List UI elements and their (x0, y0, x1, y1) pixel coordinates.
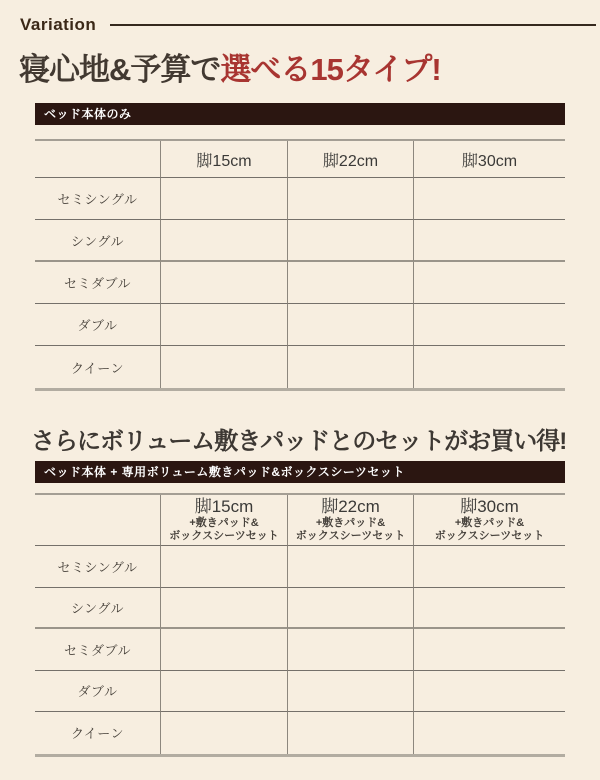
price-cell (287, 629, 413, 671)
row-label-semi-double: セミダブル (35, 262, 160, 304)
price-cell (287, 588, 413, 630)
bed-only-section-bar: ベッド本体のみ (35, 103, 565, 125)
row-label-semi-single: セミシングル (35, 546, 160, 588)
price-cell (287, 220, 413, 262)
price-cell (287, 304, 413, 346)
bed-only-price-table (35, 139, 565, 391)
price-cell (287, 346, 413, 388)
price-cell (413, 629, 565, 671)
price-cell (413, 262, 565, 304)
price-cell (160, 588, 287, 630)
row-label-single: シングル (35, 220, 160, 262)
price-cell (413, 671, 565, 713)
price-cell (287, 546, 413, 588)
price-cell (160, 346, 287, 388)
col-header-leg30: 脚30cm (413, 141, 565, 178)
row-label-semi-double: セミダブル (35, 629, 160, 671)
set-section-title: さらにボリューム敷きパッドとのセットがお買い得! (31, 428, 567, 455)
price-cell (413, 220, 565, 262)
col-header-leg15-set: 脚15cm +敷きパッド& ボックスシーツセット (160, 495, 287, 546)
variation-heading-row (20, 15, 596, 35)
col-header-leg22: 脚22cm (287, 141, 413, 178)
col-header-leg15: 脚15cm (160, 141, 287, 178)
heading-rule (110, 24, 596, 26)
row-label-double: ダブル (35, 304, 160, 346)
price-cell (287, 178, 413, 220)
price-cell (287, 671, 413, 713)
row-label-queen: クイーン (70, 726, 125, 742)
corner-cell (35, 141, 160, 178)
page-title-dark-part: 寝心地&予算で (19, 52, 221, 87)
row-label-single: シングル (35, 588, 160, 630)
set-section-bar: ベッド本体 + 専用ボリューム敷きパッド&ボックスシーツセット (35, 461, 565, 483)
price-cell (413, 304, 565, 346)
col-header-leg22-set: 脚22cm +敷きパッド& ボックスシーツセット (287, 495, 413, 546)
price-cell (413, 546, 565, 588)
price-cell (413, 178, 565, 220)
price-cell (287, 712, 413, 754)
price-cell (413, 346, 565, 388)
page-title-red-part: 選べる15タイプ! (220, 52, 441, 87)
price-cell (160, 262, 287, 304)
bed-set-price-table (35, 493, 565, 757)
price-cell (413, 588, 565, 630)
variation-heading: Variation (20, 15, 97, 34)
price-cell (160, 546, 287, 588)
row-label-semi-single: セミシングル (35, 178, 160, 220)
price-cell (160, 304, 287, 346)
col-header-leg30-set: 脚30cm +敷きパッド& ボックスシーツセット (413, 495, 565, 546)
price-cell (160, 671, 287, 713)
price-cell (160, 178, 287, 220)
price-cell (287, 262, 413, 304)
corner-cell (35, 495, 160, 546)
price-cell (413, 712, 565, 754)
page-title (19, 44, 441, 89)
price-cell (160, 220, 287, 262)
price-cell (160, 712, 287, 754)
row-label-queen: クイーン (70, 360, 125, 376)
row-label-double: ダブル (35, 671, 160, 713)
price-cell (160, 629, 287, 671)
